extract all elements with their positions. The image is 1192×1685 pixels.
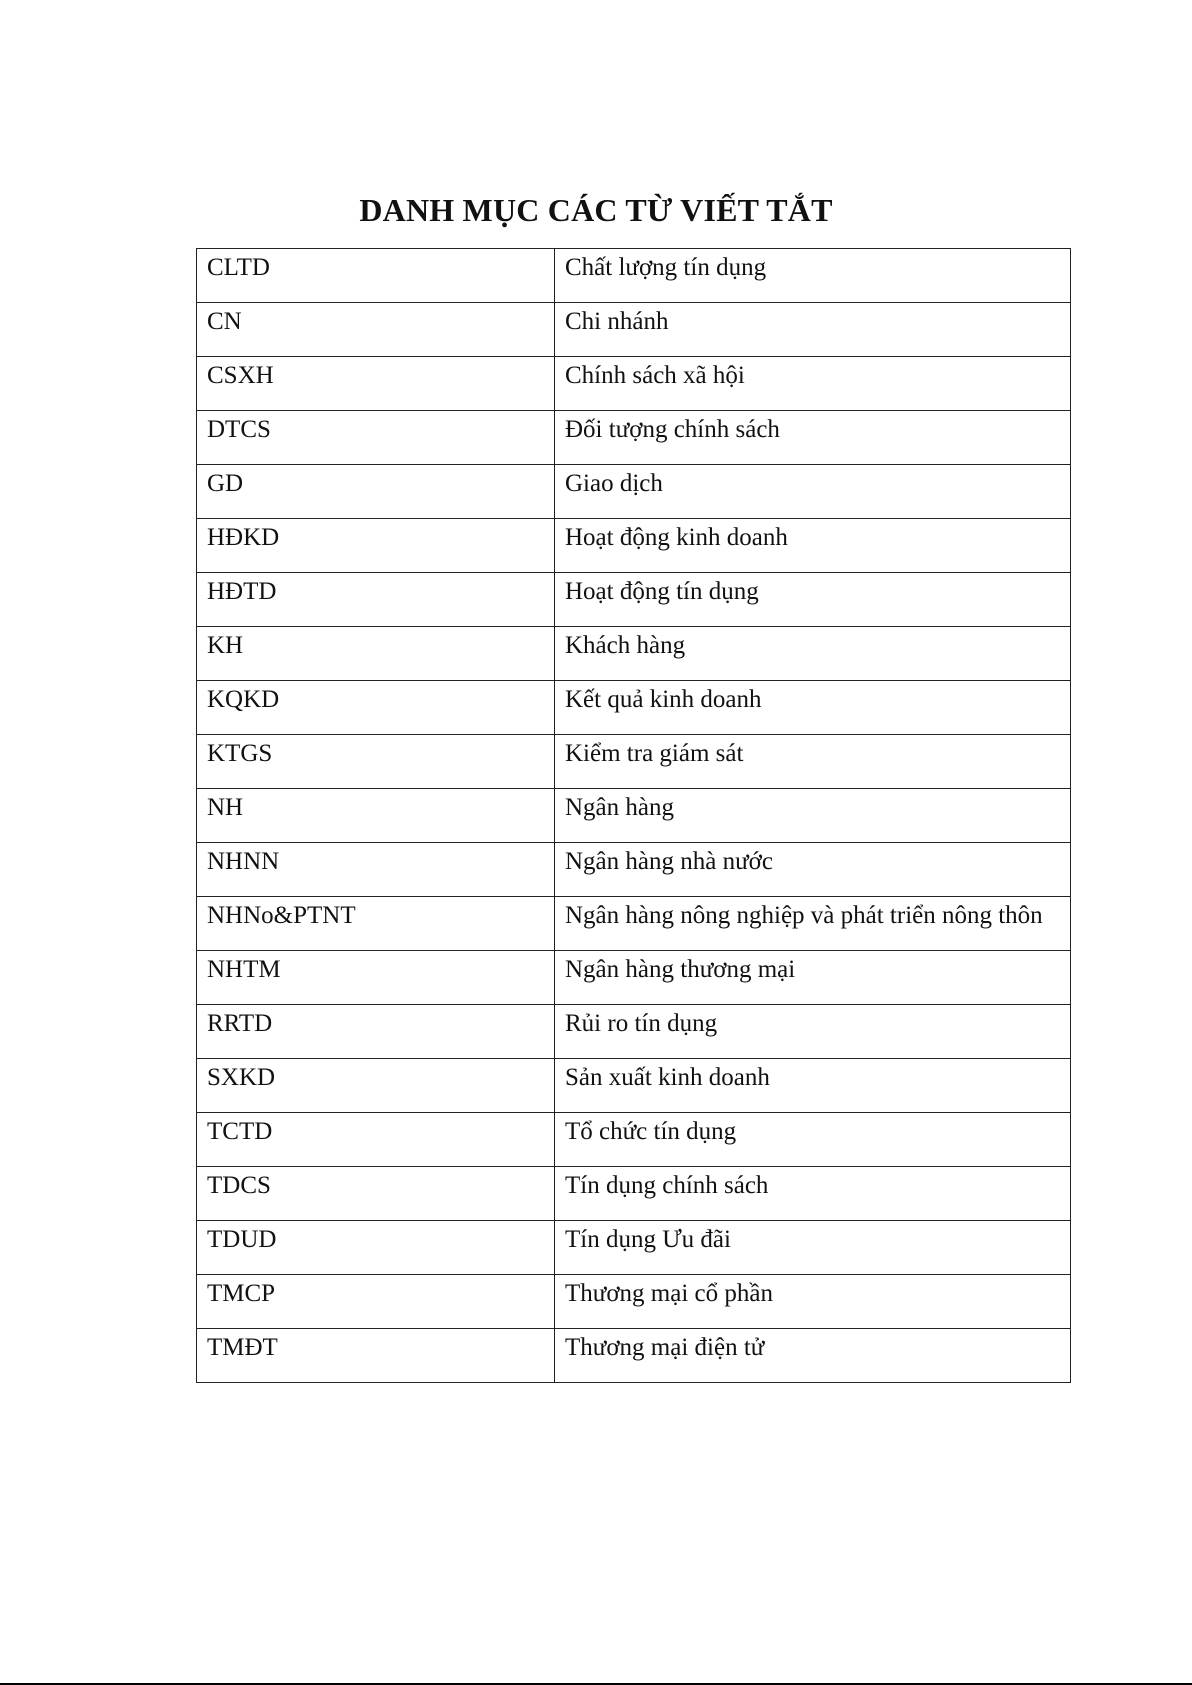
abbreviation-cell: NH xyxy=(197,789,555,843)
table-row xyxy=(197,843,1071,897)
table-row xyxy=(197,465,1071,519)
abbreviation-cell: TMĐT xyxy=(197,1329,555,1383)
abbreviation-cell: TDCS xyxy=(197,1167,555,1221)
abbreviation-cell: HĐTD xyxy=(197,573,555,627)
abbreviation-cell: DTCS xyxy=(197,411,555,465)
table-row xyxy=(197,249,1071,303)
meaning-cell: Rủi ro tín dụng xyxy=(555,1005,1071,1059)
meaning-cell: Ngân hàng thương mại xyxy=(555,951,1071,1005)
meaning-cell: Kết quả kinh doanh xyxy=(555,681,1071,735)
abbreviation-cell: TCTD xyxy=(197,1113,555,1167)
abbreviation-table-body xyxy=(197,249,1071,1383)
meaning-cell: Giao dịch xyxy=(555,465,1071,519)
abbreviation-cell: CLTD xyxy=(197,249,555,303)
table-row xyxy=(197,411,1071,465)
meaning-cell: Tín dụng Ưu đãi xyxy=(555,1221,1071,1275)
meaning-cell: Hoạt động kinh doanh xyxy=(555,519,1071,573)
abbreviation-cell: NHTM xyxy=(197,951,555,1005)
meaning-cell: Hoạt động tín dụng xyxy=(555,573,1071,627)
table-row xyxy=(197,357,1071,411)
table-row xyxy=(197,735,1071,789)
abbreviation-cell: NHNN xyxy=(197,843,555,897)
abbreviation-cell: SXKD xyxy=(197,1059,555,1113)
abbreviation-cell: KTGS xyxy=(197,735,555,789)
table-row xyxy=(197,1113,1071,1167)
meaning-cell: Ngân hàng xyxy=(555,789,1071,843)
table-row xyxy=(197,681,1071,735)
meaning-cell: Ngân hàng nông nghiệp và phát triển nông thôn xyxy=(555,897,1071,951)
abbreviation-cell: TDUD xyxy=(197,1221,555,1275)
table-row xyxy=(197,303,1071,357)
meaning-cell: Chất lượng tín dụng xyxy=(555,249,1071,303)
meaning-cell: Thương mại điện tử xyxy=(555,1329,1071,1383)
meaning-cell: Chính sách xã hội xyxy=(555,357,1071,411)
abbreviation-cell: CN xyxy=(197,303,555,357)
meaning-cell: Đối tượng chính sách xyxy=(555,411,1071,465)
meaning-cell: Chi nhánh xyxy=(555,303,1071,357)
meaning-cell: Kiểm tra giám sát xyxy=(555,735,1071,789)
abbreviation-table xyxy=(196,248,1071,1383)
abbreviation-cell: GD xyxy=(197,465,555,519)
page-title: DANH MỤC CÁC TỪ VIẾT TẮT xyxy=(359,192,833,228)
table-row xyxy=(197,951,1071,1005)
table-row xyxy=(197,1221,1071,1275)
table-row xyxy=(197,573,1071,627)
table-row xyxy=(197,1167,1071,1221)
table-row xyxy=(197,627,1071,681)
table-row xyxy=(197,1329,1071,1383)
table-row xyxy=(197,1059,1071,1113)
meaning-cell: Ngân hàng nhà nước xyxy=(555,843,1071,897)
abbreviation-cell: HĐKD xyxy=(197,519,555,573)
abbreviation-cell: NHNo&PTNT xyxy=(197,897,555,951)
abbreviation-cell: TMCP xyxy=(197,1275,555,1329)
meaning-cell: Tín dụng chính sách xyxy=(555,1167,1071,1221)
meaning-cell: Tổ chức tín dụng xyxy=(555,1113,1071,1167)
meaning-cell: Thương mại cổ phần xyxy=(555,1275,1071,1329)
table-row xyxy=(197,1275,1071,1329)
abbreviation-cell: RRTD xyxy=(197,1005,555,1059)
table-row xyxy=(197,897,1071,951)
table-row xyxy=(197,1005,1071,1059)
abbreviation-cell: KQKD xyxy=(197,681,555,735)
meaning-cell: Khách hàng xyxy=(555,627,1071,681)
table-row xyxy=(197,789,1071,843)
abbreviation-cell: CSXH xyxy=(197,357,555,411)
table-row xyxy=(197,519,1071,573)
abbreviation-cell: KH xyxy=(197,627,555,681)
meaning-cell: Sản xuất kinh doanh xyxy=(555,1059,1071,1113)
